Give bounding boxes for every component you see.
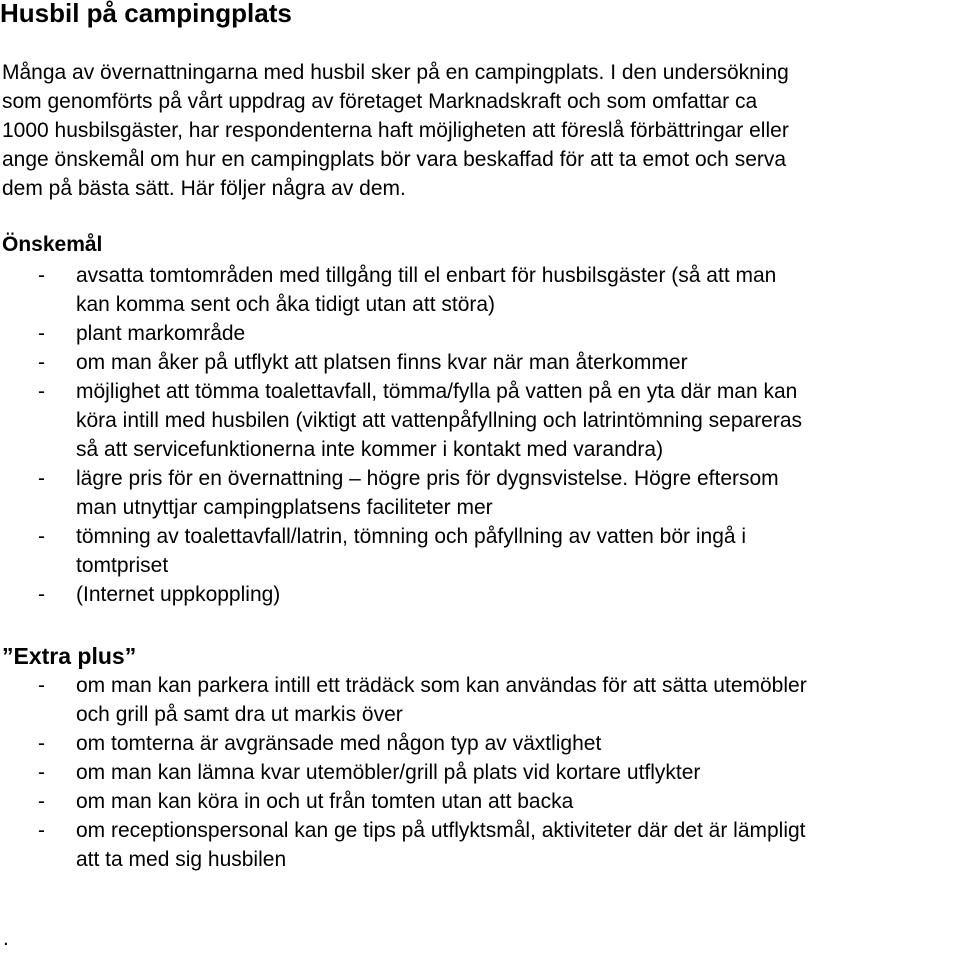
list-item-text: lägre pris för en övernattning – högre pris för dygnsvistelse. Högre eftersom (76, 467, 779, 490)
list-item (0, 671, 960, 729)
intro-line: ange önskemål om hur en campingplats bör vara beskaffad för att ta emot och serva (2, 148, 787, 171)
section-heading-onskemal: Önskemål (2, 233, 103, 256)
list-dash: - (38, 790, 45, 813)
list-item-text: och grill på samt dra ut markis över (76, 703, 403, 726)
list-item (0, 816, 960, 874)
list-item-text: man utnyttjar campingplatsens faciliteter mer (76, 496, 493, 519)
list-dash: - (38, 351, 45, 374)
section-heading-extra-plus: ”Extra plus” (2, 643, 137, 669)
list-item (0, 464, 960, 522)
list-item-text: köra intill med husbilen (viktigt att vattenpåfyllning och latrintömning separeras (76, 409, 803, 432)
list-item-text: om man åker på utflykt att platsen finns kvar när man återkommer (76, 351, 688, 374)
list-dash: - (38, 322, 45, 345)
list-item-text: avsatta tomtområden med tillgång till el enbart för husbilsgäster (så att man (76, 264, 777, 287)
list-item-text: möjlighet att tömma toalettavfall, tömma/fylla på vatten på en yta där man kan (76, 380, 798, 403)
footer-mark: . (3, 927, 9, 950)
list-item-text: kan komma sent och åka tidigt utan att störa) (76, 293, 496, 316)
list-item (0, 758, 960, 787)
list-dash: - (38, 583, 45, 606)
list-item-text: om receptionspersonal kan ge tips på utflyktsmål, aktiviteter där det är lämpligt (76, 819, 806, 842)
list-dash: - (38, 467, 45, 490)
list-item-text: om man kan köra in och ut från tomten utan att backa (76, 790, 574, 813)
intro-line: 1000 husbilsgäster, har respondenterna haft möjligheten att föreslå förbättringar eller (2, 119, 789, 142)
list-item (0, 319, 960, 348)
list-item (0, 522, 960, 580)
list-dash: - (38, 819, 45, 842)
list-dash: - (38, 380, 45, 403)
list-item (0, 580, 960, 609)
list-item (0, 377, 960, 464)
list-item-text: tomtpriset (76, 554, 169, 577)
list-item-text: tömning av toalettavfall/latrin, tömning och påfyllning av vatten bör ingå i (76, 525, 747, 548)
list-item-text: att ta med sig husbilen (76, 848, 287, 871)
list-dash: - (38, 674, 45, 697)
extra-plus-list (0, 671, 960, 874)
list-item (0, 787, 960, 816)
list-dash: - (38, 525, 45, 548)
intro-paragraph (2, 58, 960, 203)
list-item-text: om tomterna är avgränsade med någon typ av växtlighet (76, 732, 602, 755)
intro-line: dem på bästa sätt. Här följer några av dem. (2, 177, 406, 200)
list-item-text: (Internet uppkoppling) (76, 583, 281, 606)
intro-line: Många av övernattningarna med husbil sker på en campingplats. I den undersökning (2, 61, 789, 84)
list-dash: - (38, 761, 45, 784)
list-item (0, 729, 960, 758)
onskemal-list (0, 261, 960, 609)
intro-line: som genomförts på vårt uppdrag av företaget Marknadskraft och som omfattar ca (2, 90, 758, 113)
list-item (0, 348, 960, 377)
list-item (0, 261, 960, 319)
list-item-text: om man kan lämna kvar utemöbler/grill på plats vid kortare utflykter (76, 761, 701, 784)
list-item-text: så att servicefunktionerna inte kommer i kontakt med varandra) (76, 438, 664, 461)
list-item-text: plant markområde (76, 322, 246, 345)
list-dash: - (38, 732, 45, 755)
list-dash: - (38, 264, 45, 287)
page-title: Husbil på campingplats (0, 0, 292, 28)
list-item-text: om man kan parkera intill ett trädäck som kan användas för att sätta utemöbler (76, 674, 807, 697)
